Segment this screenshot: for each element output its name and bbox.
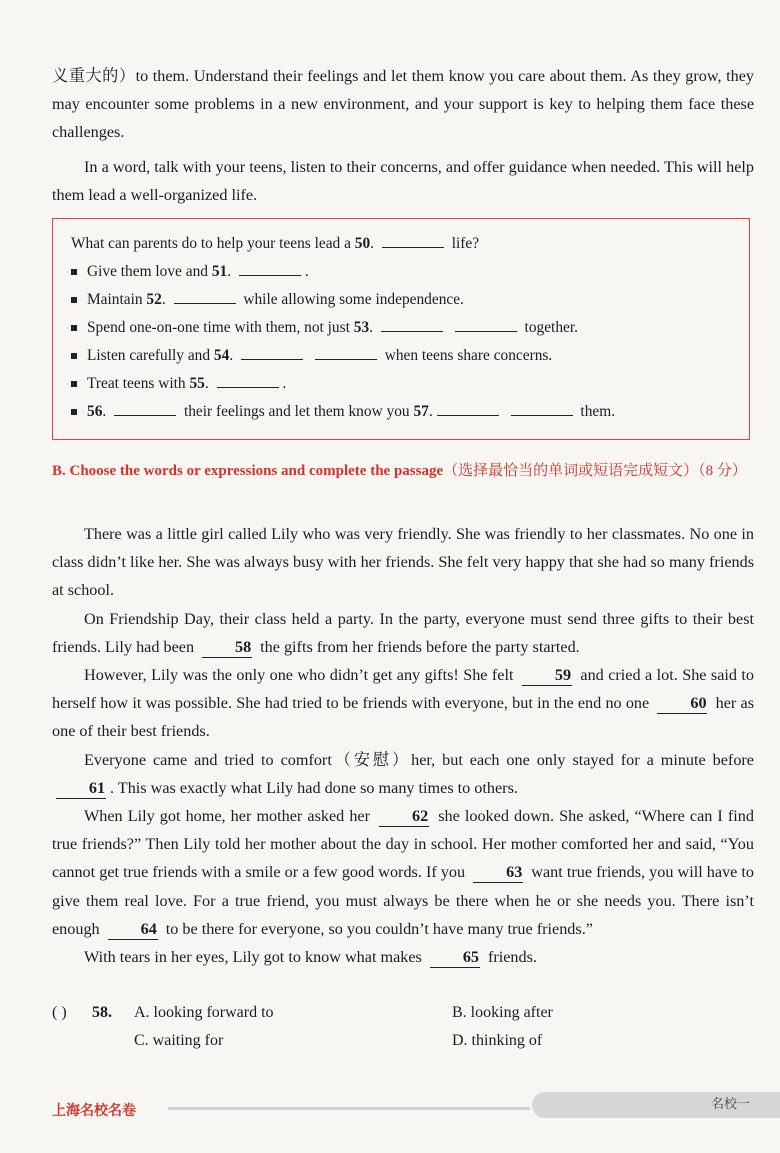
list-item: Give them love and 51. . — [71, 261, 731, 283]
text: and cried a lot. She said to herself how it was possible. She had tried to be friends with everyone, but in the end no one — [52, 666, 755, 713]
paragraph: There was a little girl called Lily who was very friendly. She was friendly to her classmates. No one in class didn’t like her. She was always busy with her friends. She felt very happy that she had so many friends at school. — [52, 525, 754, 600]
passage — [52, 520, 754, 971]
section-title: B. Choose the words or expressions and complete the passage — [52, 463, 444, 479]
text: When Lily got home, her mother asked her — [84, 807, 370, 826]
list-item: 56. their feelings and let them know you 57. them. — [71, 401, 731, 423]
blank-number: 50 — [354, 235, 371, 252]
summary-box — [52, 218, 750, 440]
option-d[interactable]: D. thinking of — [452, 1032, 543, 1049]
answer-line[interactable] — [241, 345, 303, 360]
list-item: Listen carefully and 54. when teens share concerns. — [71, 345, 731, 367]
blank-63[interactable]: 63 — [473, 862, 523, 883]
list-item: Treat teens with 55. . — [71, 373, 731, 395]
paragraph — [52, 943, 754, 971]
footer-tab: 名校一 — [532, 1092, 780, 1118]
box-list — [71, 261, 731, 423]
paragraph — [52, 661, 754, 746]
blank-65[interactable]: 65 — [430, 947, 480, 968]
text: to be there for everyone, so you couldn’t have many true friends.” — [165, 919, 593, 938]
text: together. — [520, 319, 578, 336]
choice-row — [52, 1030, 754, 1058]
question-58 — [52, 1002, 754, 1058]
text: her as one of their best friends. — [52, 694, 755, 741]
answer-line[interactable] — [217, 373, 279, 388]
paragraph — [52, 746, 754, 802]
text: life? — [447, 235, 480, 252]
text: . — [304, 263, 309, 280]
blank-number: 54 — [213, 347, 230, 364]
bullet-icon — [71, 353, 77, 359]
option-a[interactable]: A. looking forward to — [134, 1004, 274, 1021]
paragraph — [52, 605, 754, 661]
paragraph — [52, 802, 754, 943]
blank-62[interactable]: 62 — [379, 806, 429, 827]
blank-61[interactable]: 61 — [56, 778, 106, 799]
paragraph: In a word, talk with your teens, listen to their concerns, and offer guidance when needed. This will help them lead a well-organized life. — [52, 157, 754, 204]
answer-line[interactable] — [511, 401, 573, 416]
text: . — [282, 375, 287, 392]
bullet-icon — [71, 325, 77, 331]
text: On Friendship Day, their class held a party. In the party, everyone must send three gifts to their best friends. Lily had been — [52, 609, 754, 656]
text: . This was exactly what Lily had done so many times to others. — [110, 778, 518, 797]
question-number: 58. — [92, 1004, 112, 1021]
blank-64[interactable]: 64 — [108, 919, 158, 940]
top-text — [52, 62, 754, 215]
list-item: Spend one-on-one time with them, not just 53. together. — [71, 317, 731, 339]
text: Listen carefully and — [87, 347, 214, 364]
text: when teens share concerns. — [380, 347, 553, 364]
footer-logo: 上海名校名卷 — [52, 1103, 136, 1119]
blank-58[interactable]: 58 — [202, 637, 252, 658]
text: However, Lily was the only one who didn’t get any gifts! She felt — [84, 666, 514, 685]
paragraph: 义重大的）to them. Understand their feelings and let them know you care about them. As they grow, they may encounter some problems in a new environment, and your support is key to helping them face these challenges. — [52, 67, 754, 142]
section-title-cn: （选择最恰当的单词或短语完成短文）（8 分） — [443, 463, 747, 479]
blank-number: 53 — [353, 319, 370, 336]
blank-number: 52 — [146, 291, 162, 308]
text: the gifts from her friends before the party started. — [260, 637, 580, 656]
text: them. — [576, 403, 616, 420]
answer-line[interactable] — [239, 261, 301, 276]
answer-line[interactable] — [437, 401, 499, 416]
bullet-icon — [71, 409, 77, 415]
text: Treat teens with — [87, 375, 190, 392]
text: friends. — [487, 948, 537, 967]
option-c[interactable]: C. waiting for — [134, 1032, 224, 1049]
bullet-icon — [71, 297, 77, 303]
text: their feelings and let them know you — [180, 403, 414, 420]
footer-divider — [168, 1107, 530, 1110]
bullet-icon — [71, 269, 77, 275]
text: Maintain — [87, 291, 147, 308]
text: What can parents do to help your teens lead a — [71, 235, 355, 252]
text: want true friends, you will have to give them real love. For a true friend, you must always be there when he or she needs you. There isn’t enough — [52, 863, 755, 938]
text: Everyone came and tried to comfort（安慰）her, but each one only stayed for a minute before — [84, 750, 754, 769]
answer-line[interactable] — [315, 345, 377, 360]
text: she looked down. She asked, “Where can I find true friends?” Then Lily told her mother about the day in school. Her mother comforted her and said, “You cannot get true friends with a smile or a few good words. If you — [52, 807, 754, 882]
text: while allowing some independence. — [239, 291, 464, 308]
text: Give them love and — [87, 263, 212, 280]
answer-line[interactable] — [381, 317, 443, 332]
blank-60[interactable]: 60 — [657, 693, 707, 714]
text: Spend one-on-one time with them, not just — [87, 319, 354, 336]
blank-number: 51 — [211, 263, 228, 280]
blank-number: 57 — [413, 403, 429, 420]
answer-line[interactable] — [114, 401, 176, 416]
answer-line[interactable] — [455, 317, 517, 332]
choice-row — [52, 1002, 754, 1030]
answer-bracket[interactable]: ( ) — [52, 1004, 67, 1021]
list-item: Maintain 52. while allowing some independence. — [71, 289, 731, 311]
answer-line[interactable] — [382, 233, 444, 248]
blank-59[interactable]: 59 — [522, 665, 572, 686]
box-question: What can parents do to help your teens lead a 50. life? — [71, 235, 480, 252]
option-b[interactable]: B. looking after — [452, 1004, 553, 1021]
bullet-icon — [71, 381, 77, 387]
text: With tears in her eyes, Lily got to know what makes — [84, 948, 422, 967]
blank-number: 55 — [189, 375, 205, 392]
section-b-heading — [52, 458, 756, 485]
answer-line[interactable] — [174, 289, 236, 304]
blank-number: 56 — [87, 403, 103, 420]
